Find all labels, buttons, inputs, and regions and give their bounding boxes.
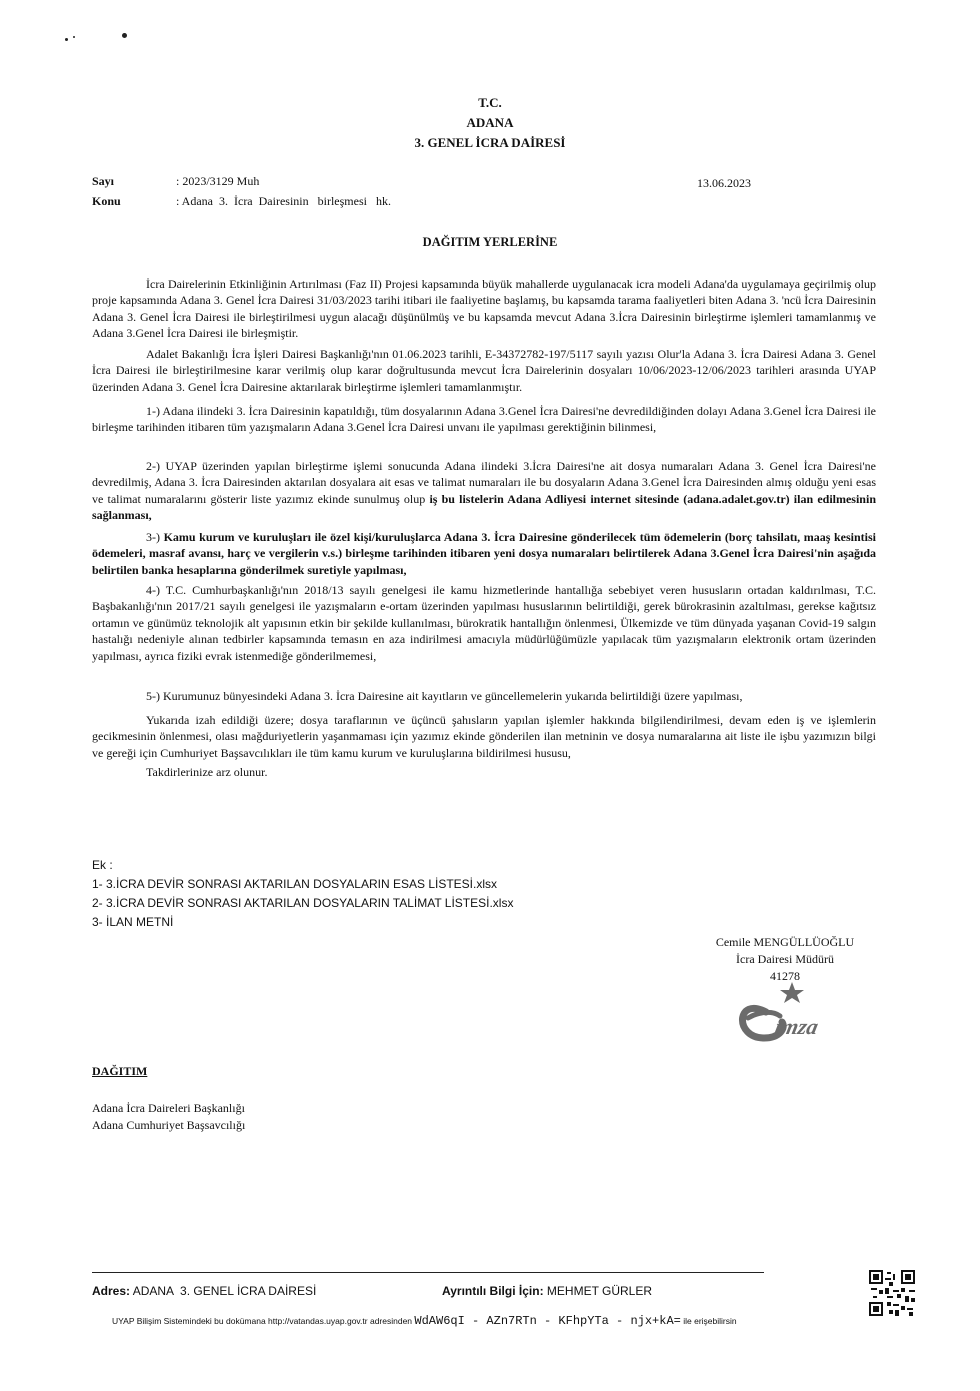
paragraph-item-2 [92,458,876,524]
svg-text:imza: imza [772,1014,821,1039]
attachment-item: 3- İLAN METNİ [92,915,174,929]
paragraph-request: Yukarıda izah edildiği üzere; dosya taraflarının ve üçüncü şahısların yapılan işlemler hakkında bilgilendirilmesi, devam eden iş ve işlemlerin gecikmesinin önlenmesi, olası mağduriyetlerin yaşanmaması için yazımız ekinde gönderilen ilan metninin ve dosya numaralarına ait liste ile işbu yazımızın bilgi ve gereği için Cumhuriyet Başsavcılıkları ile tüm kamu kurum ve kuruluşlarına bildirilmesi hususu, [92,713,876,760]
paragraph-closing: Takdirlerinize arz olunur. [146,765,268,779]
uyap-suffix: ile erişebilirsin [683,1316,737,1326]
footer-contact [442,1284,652,1298]
uyap-verification [112,1314,737,1328]
address-label: Adres: [92,1284,131,1298]
paragraph-item-5: 5-) Kurumunuz bünyesindeki Adana 3. İcra Dairesine ait kayıtların ve güncellemelerin yukarıda belirtildiği üzere yapılması, [146,689,743,703]
konu-value: : Adana 3. İcra Dairesinin birleşmesi hk. [176,194,391,208]
distribution-item: Adana Cumhuriyet Başsavcılığı [92,1118,246,1132]
attachment-item: 2- 3.İCRA DEVİR SONRASI AKTARILAN DOSYALARIN TALİMAT LİSTESİ.xlsx [92,896,514,910]
paragraph-intro: İcra Dairelerinin Etkinliğinin Artırılması (Faz II) Projesi kapsamında büyük mahallerde uygulanacak icra modeli Adana'da uygulamaya geçirilmiş olup proje kapsamında Adana 3. Genel İcra Dairesi 31/03/2023 tarihi itibari ile faaliyetine başlamış, bu kapsamda tarama faaliyetleri biten Adana 3. 'ncü İcra Dairesinin Adana 3. Genel İcra Dairesi ile birleştirilmesi uygun alacağı düşünülmüş ve bu kapsamda mevcut Adana 3.İcra Dairesinin birleştirme işlemleri tamamlanmış ve Adana 3.Genel İcra Dairesi ile birleşmiştir. [92,277,876,341]
sayi-value: : 2023/3129 Muh [176,174,260,188]
eimza-logo [728,976,848,1046]
item-3-prefix: 3-) [146,530,164,544]
paragraph-item-1: 1-) Adana ilindeki 3. İcra Dairesinin kapatıldığı, tüm dosyalarının Adana 3.Genel İcra Dairesi'ne devredildiğinden dolayı Adana 3.Genel İcra Dairesi ile birleşme tarihinden itibaren tüm yazışmaların Adana 3.Genel İcra Dairesi unvanı ile yapılması gerektiğinin bilinmesi, [92,404,876,435]
address-value: ADANA 3. GENEL İCRA DAİRESİ [132,1284,317,1298]
header-office: 3. GENEL İCRA DAİRESİ [414,135,566,150]
distribution-heading: DAĞITIM [92,1064,148,1078]
item-3-bold: Kamu kurum ve kuruluşları ile özel kişi/kuruluşlarca Adana 3. İcra Dairesine gönderilecek tüm ödemelerin (borç tahsilatı, maaş kesintisi ödemeleri, masraf avansı, harç ve vergilerin v.s.) birleşme tarihinden itibaren yeni dosya numaraları belirtilerek Adana 3.Genel İcra Dairesi'nin aşağıda belirtilen banka hesaplarına gönderilmek suretiyle yapılması, [92,530,876,577]
contact-value: MEHMET GÜRLER [546,1284,653,1298]
footer-address [92,1284,316,1298]
contact-label: Ayrıntılı Bilgi İçin: [442,1284,544,1298]
footer-divider [92,1272,764,1273]
scan-specks [60,30,140,44]
header-city: ADANA [466,115,514,130]
konu-label: Konu [92,194,121,208]
document-date: 13.06.2023 [697,176,751,190]
item-2-text: 2-) UYAP üzerinden yapılan birleştirme işlemi sonucunda Adana ilindeki 3.İcra Dairesi'ne ait dosya numaraları Adana 3. Genel İcra Dairesi'ne devredilmiş, Adana 3. İcra Dairesinden aktarılan dosyalara ait esas ve talimat numaraları ile bu dosyaların Adana 3.Genel İcra Dairesinden almış olduğu yeni esas ve talimat numaralarını gösterir liste yazımız ekinde sunulmuş olup [92,459,876,506]
sayi-label: Sayı [92,174,115,188]
attachment-item: 1- 3.İCRA DEVİR SONRASI AKTARILAN DOSYALARIN ESAS LİSTESİ.xlsx [92,877,498,891]
distribution-item: Adana İcra Daireleri Başkanlığı [92,1101,245,1115]
header-tc: T.C. [478,95,502,110]
document-title: DAĞITIM YERLERİNE [422,235,558,249]
paragraph-item-3 [92,529,876,578]
uyap-prefix: UYAP Bilişim Sistemindeki bu dokümana http://vatandas.uyap.gov.tr adresinden [112,1316,413,1326]
uyap-code: WdAW6qI - AZn7RTn - KFhpYTa - njx+kA= [414,1314,681,1328]
qr-code [869,1270,915,1316]
signer-name: Cemile MENGÜLLÜOĞLU [715,935,855,949]
paragraph-decision: Adalet Bakanlığı İcra İşleri Dairesi Başkanlığı'nın 01.06.2023 tarihli, E-34372782-197/5117 sayılı yazısı Olur'la Adana 3. İcra Dairesi Adana 3. Genel İcra Dairesi ile birleştirilmesine karar verilmiş olup karar doğrultusunda mevcut İcra Dairelerinin dosyaları 10/06/2023-12/06/2023 tarihleri arasında UYAP üzerinden Adana 3. Genel İcra Dairesine aktarılarak birleştirme işlemleri tamamlanmıştır. [92,347,876,394]
attachments-label: Ek : [92,858,113,872]
signer-number: 41278 [770,969,800,983]
paragraph-item-4: 4-) T.C. Cumhurbaşkanlığı'nın 2018/13 sayılı genelgesi ile kamu hizmetlerinde hantallığa sebebiyet veren hususların ortadan kaldırılması, T.C. Başbakanlığı'nın 2017/21 sayılı genelgesi ile yazışmaların e-ortam üzerinden yapılması hususlarının belirtildiği, gerek bürokrasinin azaltılması, gerekse kağıtsız ortamın ve günümüz teknolojik alt yapısının etkin bir şekilde kullanılması, bürokratik hantallığın önlenmesi, Ülkemizde ve tüm dünyada yaşanan Covid-19 salgın hastalığı nedeniyle alınan tedbirler kapsamında temasın en aza indirilmesi amacıyla müdürlüğümüzle yapılacak tüm yazışmaların elektronik ortam üzerinden yapılması, ayrıca fiziki evrak istenmediğe gönderilmemesi, [92,583,876,663]
item-2-bold: iş bu listelerin Adana Adliyesi internet sitesinde (adana.adalet.gov.tr) ilan edilmesinin sağlanması, [92,491,876,523]
signer-title: İcra Dairesi Müdürü [736,952,834,966]
